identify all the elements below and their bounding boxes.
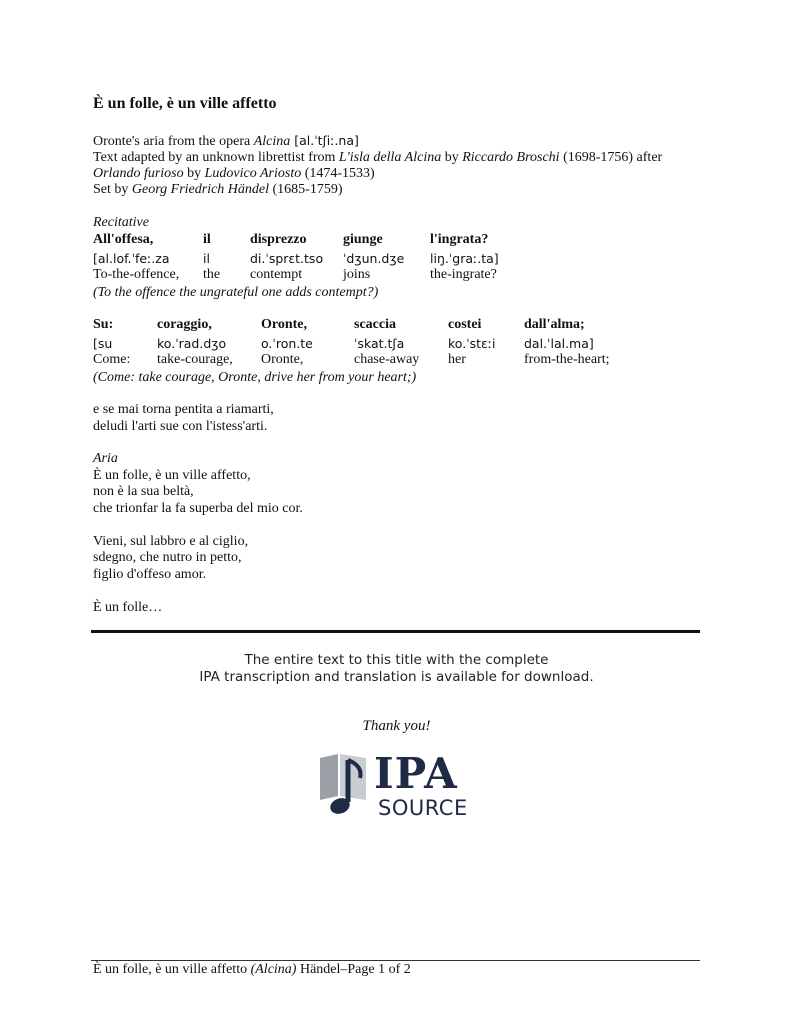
intro-line-source: [93, 150, 700, 166]
gloss: chase-away: [354, 352, 420, 367]
work-title: Orlando furioso: [93, 166, 184, 181]
page-title: È un folle, è un ville affetto: [93, 95, 277, 112]
word: il: [203, 232, 211, 247]
recitative-translation: (To the offence the ungrateful one adds contempt?): [93, 284, 379, 300]
logo-main-text: IPA: [374, 749, 458, 798]
word: l'ingrata?: [430, 232, 489, 247]
verse-line: È un folle, è un ville affetto,: [93, 467, 251, 483]
intro-line-work: [93, 166, 700, 182]
intro-text: by: [441, 150, 463, 165]
gloss: Come:: [93, 352, 131, 367]
gloss: joins: [343, 267, 371, 282]
su-ipa-row: [93, 335, 700, 353]
download-notice: [93, 652, 700, 686]
recitative-block: [93, 215, 700, 301]
ipa: [su: [93, 335, 113, 351]
ipa: ˈdʒun.dʒe: [343, 250, 405, 266]
da-capo-line: È un folle…: [93, 599, 163, 615]
footer-opera: (Alcina): [250, 962, 297, 977]
word: coraggio,: [157, 317, 212, 332]
intro-line-opera: [93, 133, 700, 150]
gloss: To-the-offence,: [93, 267, 180, 282]
word: Su:: [93, 317, 114, 332]
verse-line: Vieni, sul labbro e al ciglio,: [93, 533, 249, 549]
verse-line: e se mai torna pentita a riamarti,: [93, 402, 274, 417]
ipa: liŋ.ˈgraː.ta]: [430, 250, 499, 266]
ipa: [al.lof.ˈfeː.za: [93, 250, 170, 266]
page-footer: [93, 962, 411, 978]
intro-text: Text adapted by an unknown librettist from: [93, 150, 339, 165]
word: All'offesa,: [93, 232, 154, 247]
gloss: the-ingrate?: [430, 267, 497, 282]
intro-text: (1685-1759): [269, 182, 343, 197]
word: dall'alma;: [524, 317, 585, 332]
intro-line-composer: [93, 182, 700, 198]
recitative-gloss-row: [93, 267, 700, 285]
work-author: Ludovico Ariosto: [204, 166, 302, 181]
footer-title: È un folle, è un ville affetto: [93, 962, 251, 977]
su-words-row: [93, 317, 700, 335]
recitative-ipa-row: [93, 250, 700, 268]
verse-line: sdegno, che nutro in petto,: [93, 550, 242, 565]
ipa: ko.ˈrad.dʒo: [157, 335, 227, 351]
ipa: ˈskat.tʃa: [354, 335, 405, 351]
opera-ipa: [al.ˈtʃiː.na]: [290, 133, 359, 148]
word: Oronte,: [261, 317, 308, 332]
su-translation: (Come: take courage, Oronte, drive her from your heart;): [93, 369, 417, 385]
intro-text: (1698-1756) after: [559, 150, 663, 165]
verse-line: figlio d'offeso amor.: [93, 566, 207, 582]
gloss: from-the-heart;: [524, 352, 610, 367]
verse-line: che trionfar la fa superba del mio cor.: [93, 500, 303, 516]
book-note-icon: [318, 752, 374, 824]
su-line-block: [93, 317, 700, 386]
logo-sub-text: SOURCE: [378, 796, 468, 820]
recitative-words-row: [93, 232, 700, 250]
source-title: L'isla della Alcina: [338, 150, 442, 165]
notice-line: The entire text to this title with the complete: [244, 652, 549, 668]
aria-label: Aria: [93, 451, 118, 466]
intro-text: by: [183, 166, 205, 181]
gloss: the: [203, 267, 221, 282]
intro-text: Set by: [93, 182, 132, 197]
section-divider: [91, 630, 700, 633]
word: giunge: [343, 232, 383, 247]
gloss: contempt: [250, 267, 303, 282]
ipa: il: [203, 250, 210, 266]
word: disprezzo: [250, 232, 307, 247]
intro-block: [93, 133, 700, 198]
ipa: ko.ˈstɛːi: [448, 335, 496, 351]
intro-text: Oronte's aria from the opera: [93, 134, 254, 149]
composer-name: Georg Friedrich Händel: [131, 182, 270, 197]
intro-text: (1474-1533): [301, 166, 375, 181]
ipa: di.ˈsprɛt.tso: [250, 250, 324, 266]
su-gloss-row: [93, 352, 700, 370]
gloss: take-courage,: [157, 352, 233, 367]
footer-divider: [91, 960, 700, 961]
verse-line: non è la sua beltà,: [93, 484, 194, 499]
recitative-ending: [93, 402, 274, 435]
word: costei: [448, 317, 482, 332]
verse-line: deludi l'arti sue con l'istess'arti.: [93, 418, 268, 434]
ipa: dal.ˈlal.ma]: [524, 335, 594, 351]
thank-you-text: Thank you!: [362, 718, 431, 734]
gloss: Oronte,: [261, 352, 304, 367]
ipa: o.ˈron.te: [261, 335, 313, 351]
aria-block: [93, 451, 303, 616]
gloss: her: [448, 352, 466, 367]
recitative-label: Recitative: [93, 215, 149, 230]
ipa-source-logo: [318, 750, 478, 822]
opera-name: Alcina: [253, 134, 291, 149]
word: scaccia: [354, 317, 396, 332]
notice-line: IPA transcription and translation is available for download.: [199, 669, 594, 685]
source-author: Riccardo Broschi: [462, 150, 560, 165]
footer-page: Händel–Page 1 of 2: [296, 962, 411, 977]
